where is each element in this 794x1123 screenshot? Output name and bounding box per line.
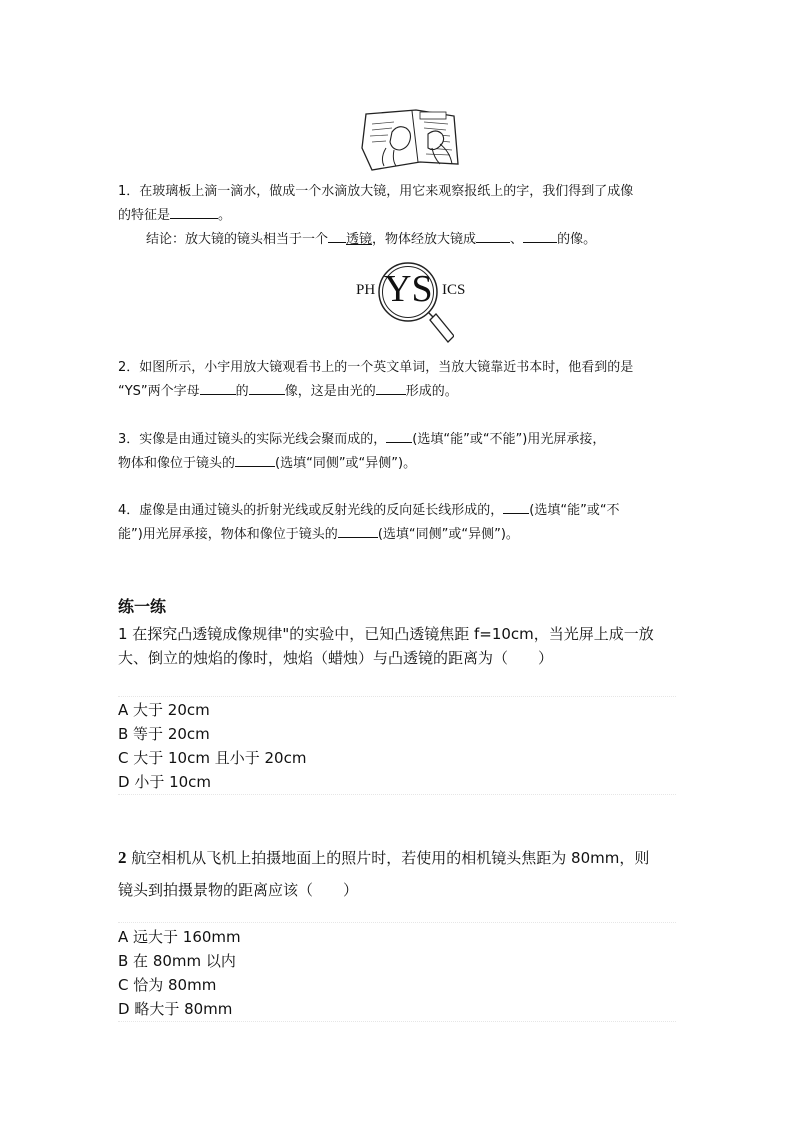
question-3-line-1 bbox=[118, 428, 698, 452]
blank bbox=[249, 380, 285, 395]
practice-question-2 bbox=[118, 842, 698, 906]
blank bbox=[338, 523, 378, 538]
blank bbox=[170, 204, 218, 219]
q2-text-c: 像，这是由光的 bbox=[284, 384, 376, 399]
q4-text-d: (选填“同侧”或“异侧”)。 bbox=[377, 527, 519, 542]
divider bbox=[118, 696, 676, 697]
word-right: ICS bbox=[442, 282, 466, 298]
practice-question-1-line-1: 1 在探究凸透镜成像规律"的实验中，已知凸透镜焦距 f=10cm，当光屏上成一放 bbox=[118, 625, 654, 643]
question-4 bbox=[118, 499, 698, 547]
newspaper-figure bbox=[358, 108, 460, 174]
option: A 远大于 160mm bbox=[118, 928, 241, 946]
q3-text-b: (选填“能”或“不能”)用光屏承接， bbox=[412, 432, 606, 447]
divider bbox=[118, 794, 676, 795]
conclusion-prefix: 结论：放大镜的镜头相当于一个 bbox=[146, 232, 329, 247]
q2-text-b: 的 bbox=[235, 384, 249, 399]
question-2-line-1: 2．如图所示，小宇用放大镜观看书上的一个英文单词，当放大镜靠近书本时，他看到的是 bbox=[118, 360, 634, 375]
question-3-line-2 bbox=[118, 452, 698, 476]
question-3 bbox=[118, 428, 698, 476]
question-2 bbox=[118, 356, 698, 404]
divider bbox=[118, 1021, 676, 1022]
blank bbox=[328, 228, 346, 243]
q4-text-b: (选填“能”或“不 bbox=[529, 503, 620, 518]
practice-question-1 bbox=[118, 622, 698, 670]
option: D 小于 10cm bbox=[118, 773, 212, 791]
word-left: PH bbox=[356, 282, 376, 298]
conclusion-suffix: 的像。 bbox=[557, 232, 597, 247]
question-1-text: 的特征是 bbox=[118, 208, 171, 223]
practice-1-options bbox=[118, 698, 306, 794]
question-4-line-1 bbox=[118, 499, 698, 523]
practice-2-options bbox=[118, 925, 241, 1021]
magnifier-figure bbox=[350, 262, 480, 350]
q2-text-a: “YS”两个字母 bbox=[118, 384, 200, 399]
q4-text-a: 4．虚像是由通过镜头的折射光线或反射光线的反向延长线形成的， bbox=[118, 503, 504, 518]
blank bbox=[386, 428, 412, 443]
divider bbox=[118, 922, 676, 923]
conclusion-middle: ，物体经放大镜成 bbox=[372, 232, 477, 247]
option: A 大于 20cm bbox=[118, 701, 210, 719]
word-magnified: YS bbox=[384, 268, 433, 310]
conclusion bbox=[146, 228, 706, 252]
question-1-end: 。 bbox=[218, 208, 232, 223]
practice-question-2-line-1 bbox=[118, 842, 698, 874]
question-4-line-2 bbox=[118, 523, 698, 547]
option: B 等于 20cm bbox=[118, 725, 210, 743]
option: C 大于 10cm 且小于 20cm bbox=[118, 749, 307, 767]
conclusion-lens-word: 透镜 bbox=[346, 232, 373, 247]
q3-text-a: 3．实像是由通过镜头的实际光线会聚而成的， bbox=[118, 432, 387, 447]
practice-question-2-text: 航空相机从飞机上拍摄地面上的照片时，若使用的相机镜头焦距为 80mm，则 bbox=[126, 849, 650, 867]
blank bbox=[235, 452, 275, 467]
question-number: 2 bbox=[118, 848, 127, 867]
question-2-line-2 bbox=[118, 380, 698, 404]
conclusion-sep: 、 bbox=[510, 232, 524, 247]
option: D 略大于 80mm bbox=[118, 1000, 233, 1018]
blank bbox=[503, 499, 529, 514]
option: C 恰为 80mm bbox=[118, 976, 217, 994]
q2-text-d: 形成的。 bbox=[405, 384, 458, 399]
question-1-line-2 bbox=[118, 204, 698, 228]
practice-question-2-line-2: 镜头到拍摄景物的距离应该（ ） bbox=[118, 881, 359, 899]
q3-text-d: (选填“同侧”或“异侧”)。 bbox=[275, 456, 417, 471]
practice-question-1-line-2: 大、倒立的烛焰的像时，烛焰（蜡烛）与凸透镜的距离为（ ） bbox=[118, 649, 554, 667]
blank bbox=[200, 380, 236, 395]
blank bbox=[376, 380, 406, 395]
question-1 bbox=[118, 180, 698, 228]
question-1-line-1: 1．在玻璃板上滴一滴水，做成一个水滴放大镜，用它来观察报纸上的字，我们得到了成像 bbox=[118, 184, 634, 199]
option: B 在 80mm 以内 bbox=[118, 952, 236, 970]
q4-text-c: 能”)用光屏承接，物体和像位于镜头的 bbox=[118, 527, 338, 542]
blank bbox=[523, 228, 557, 243]
blank bbox=[476, 228, 510, 243]
section-title: 练一练 bbox=[118, 597, 167, 616]
q3-text-c: 物体和像位于镜头的 bbox=[118, 456, 236, 471]
